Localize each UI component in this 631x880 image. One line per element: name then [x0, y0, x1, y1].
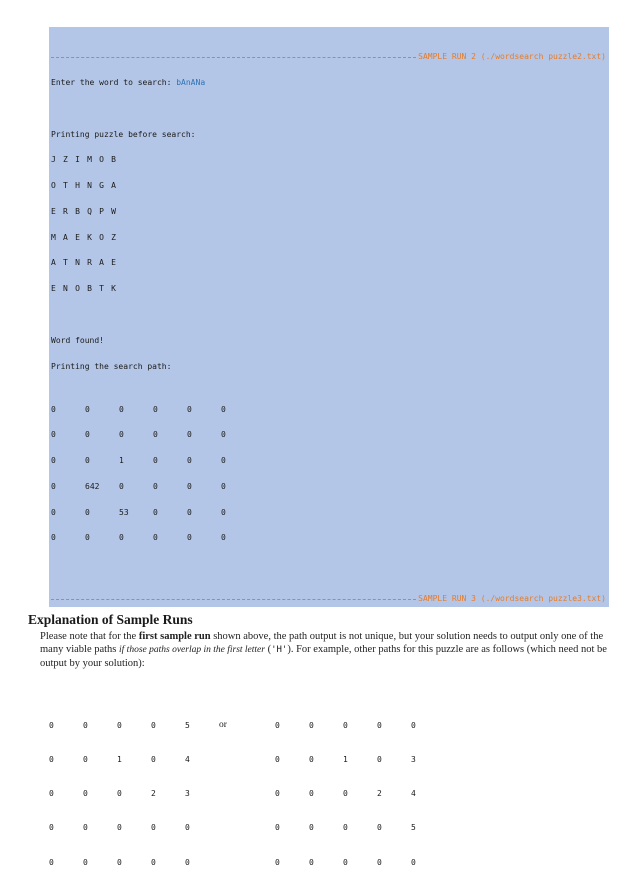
explanation-paragraph: Please note that for the first sample run shown above, the path output is not unique, but your solution needs to output only one of the many viable paths if those paths overlap in the first letter ('H'). For example, other paths for this puzzle are as follows (which need not be output by your solution):: [40, 631, 607, 669]
grid-row: 0 0 1 0 0 0: [51, 456, 226, 466]
explanation-section: [28, 612, 608, 670]
puzzle-row: E R B Q P W: [51, 206, 118, 216]
prompt-line: Enter the word to search: bAnANa: [51, 77, 206, 87]
alternate-paths: [49, 697, 445, 880]
grid-row: 0 0 0 0 5 or 0 0 0 0 0: [49, 719, 416, 730]
puzzle-row: A T N R A E: [51, 258, 118, 268]
grid-row: 0 0 0 2 3 0 0 0 2 4: [49, 789, 416, 799]
grid-row: 0 0 0 0 0 0: [51, 430, 226, 440]
grid-row: 0 642 0 0 0 0: [51, 481, 226, 491]
grid-row: 0 0 0 0 0 0: [51, 404, 226, 414]
grid-row: 0 0 0 0 0 0 0 0 0 5: [49, 823, 416, 833]
search-path-grid: [49, 388, 609, 560]
path-title: Printing the search path:: [51, 361, 172, 371]
grid-row: 0 0 0 0 0 0 0 0 0 0: [49, 857, 416, 867]
puzzle-row: M A E K O Z: [51, 232, 118, 242]
result-line: Word found!: [51, 335, 104, 345]
section-heading: Explanation of Sample Runs: [28, 612, 193, 627]
user-input: bAnANa: [176, 77, 206, 87]
grid-row: 0 0 1 0 4 0 0 1 0 3: [49, 755, 416, 765]
or-label: or: [219, 719, 227, 730]
run-separator: [51, 53, 609, 62]
run-separator: [51, 595, 609, 604]
console-output: [49, 27, 609, 607]
puzzle-row: E N O B T K: [51, 284, 118, 294]
run-label: SAMPLE RUN 3 (./wordsearch puzzle3.txt): [418, 593, 606, 603]
puzzle-row: J Z I M O B: [51, 155, 118, 165]
printing-line: Printing puzzle before search:: [51, 129, 196, 139]
puzzle-row: O T H N G A: [51, 181, 118, 191]
run-label: SAMPLE RUN 2 (./wordsearch puzzle2.txt): [418, 51, 606, 61]
grid-row: 0 0 0 0 0 0: [51, 533, 226, 543]
grid-row: 0 0 53 0 0 0: [51, 507, 226, 517]
